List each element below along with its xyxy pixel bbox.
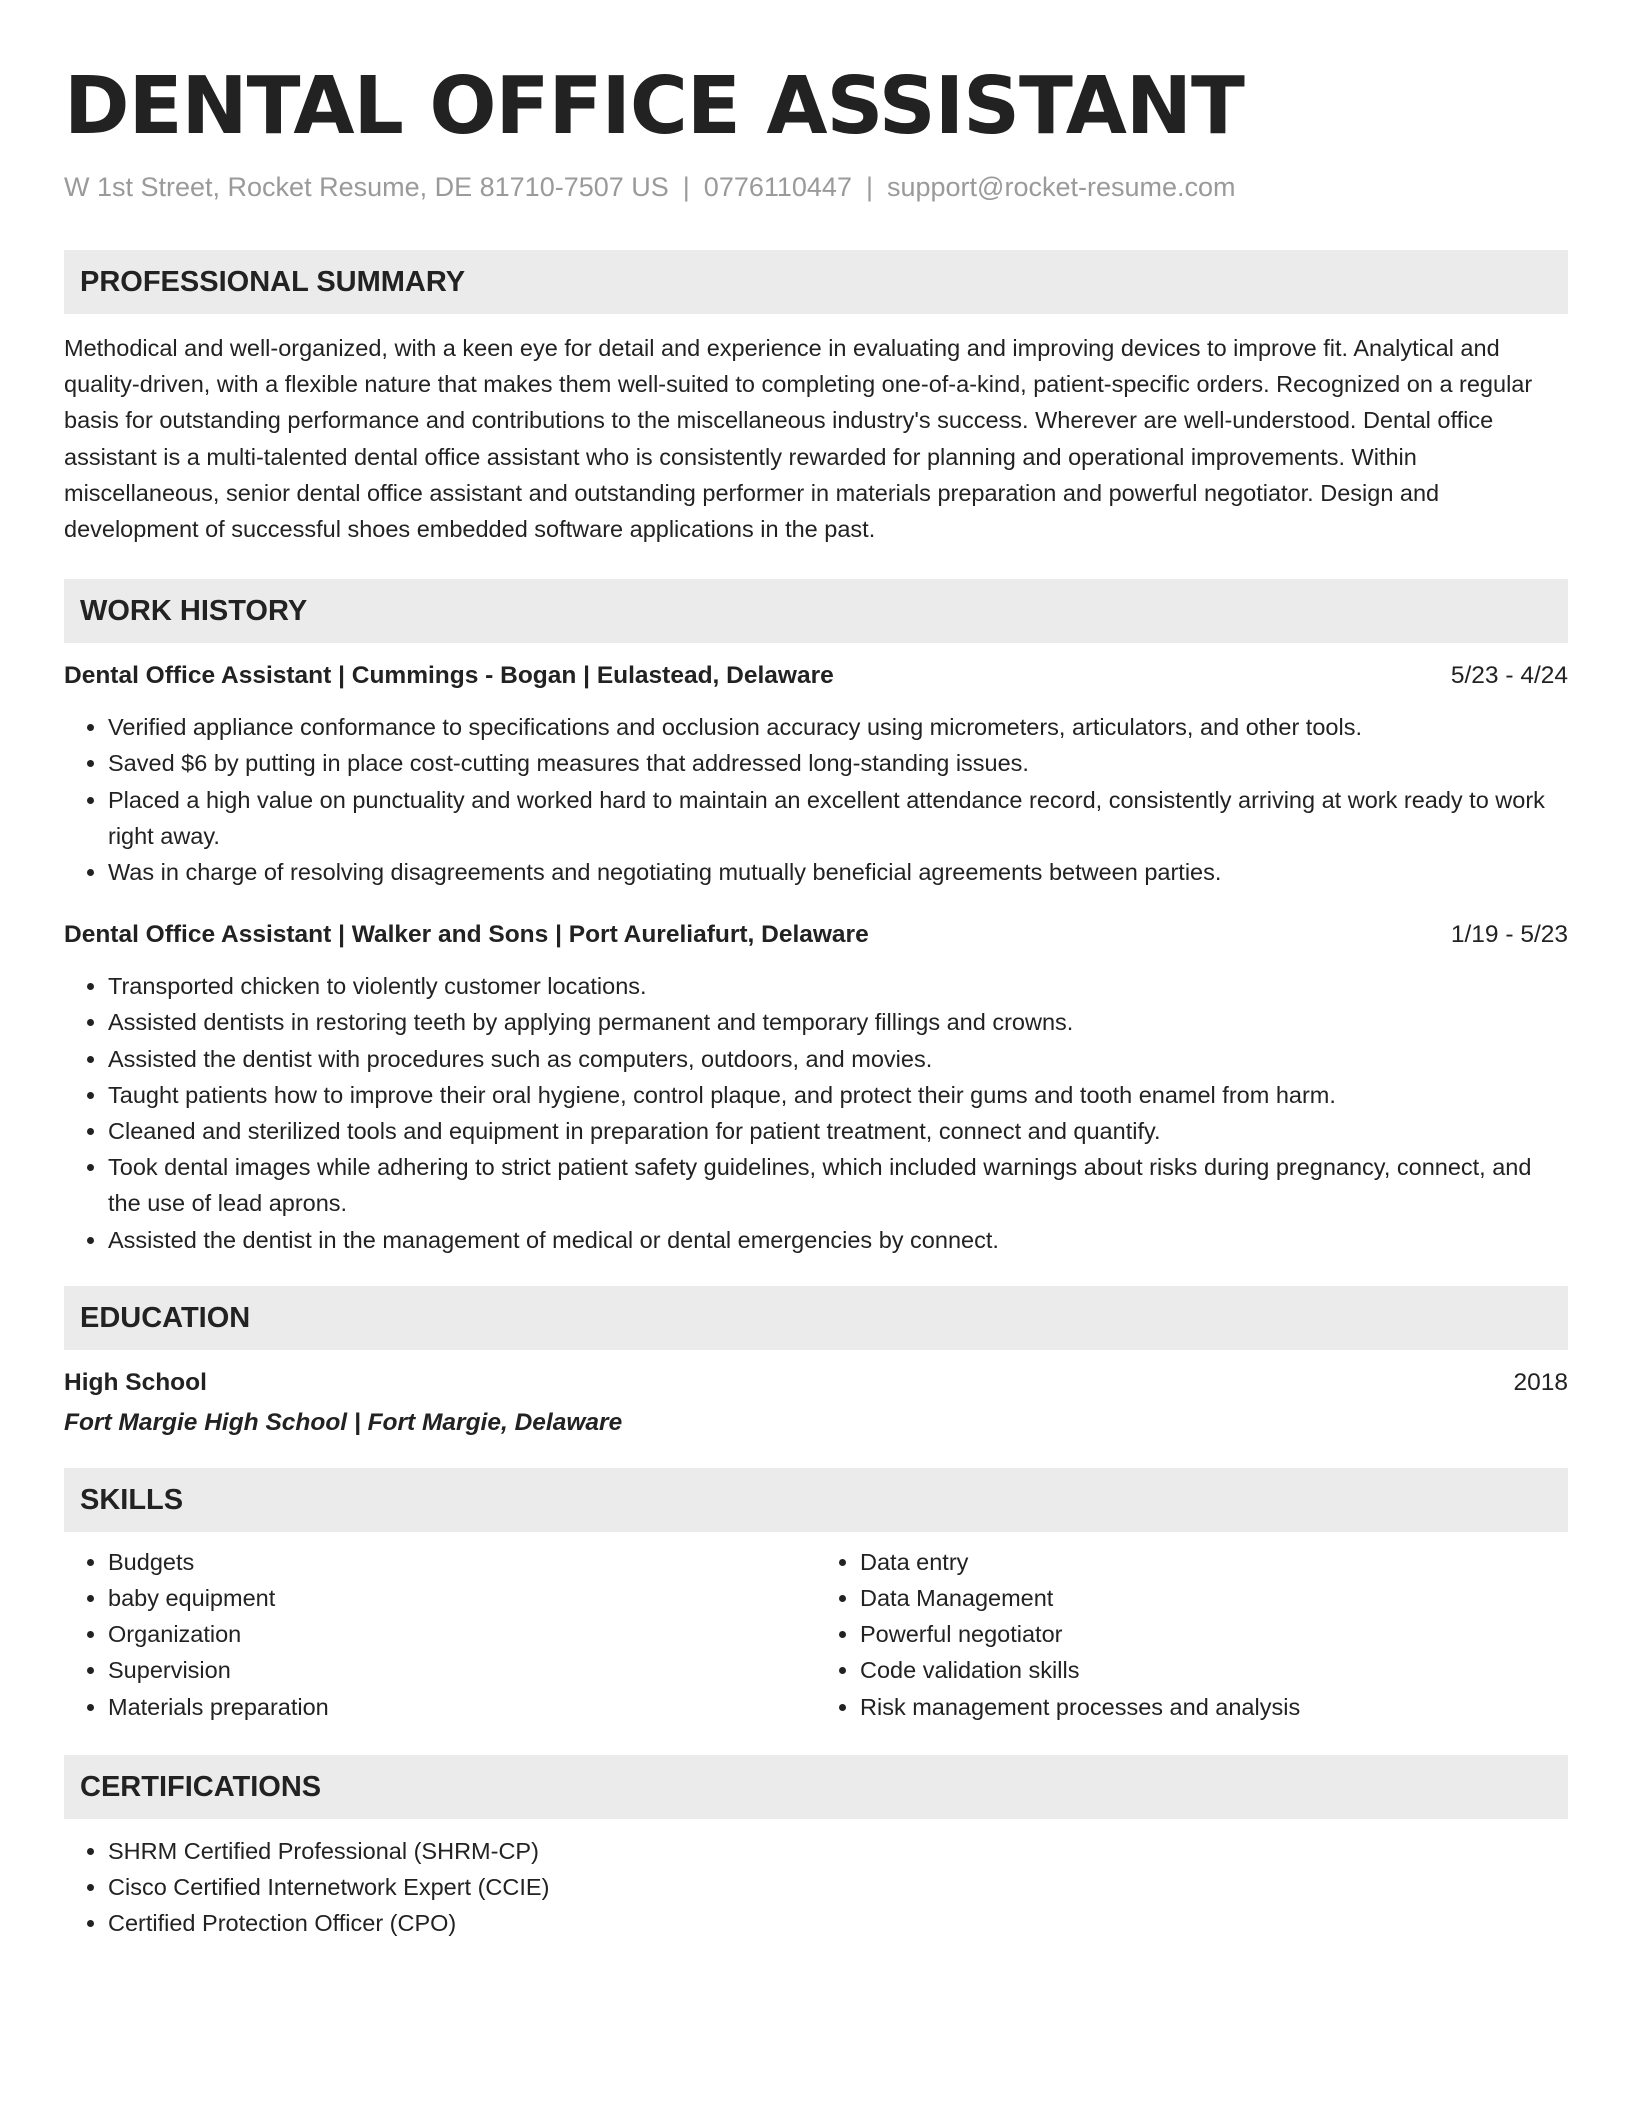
contact-phone: 0776110447 xyxy=(703,172,852,202)
education-heading xyxy=(64,1366,1568,1400)
job-bullet: • Cleaned and sterilized tools and equipment in preparation for patient treatment, connect and quantify. xyxy=(108,1113,1568,1149)
job-dates: 5/23 - 4/24 xyxy=(1450,662,1568,690)
candidate-name: DENTAL OFFICE ASSISTANT xyxy=(64,60,1244,152)
skills-columns xyxy=(64,1544,1568,1725)
skill-item: • Organization xyxy=(108,1616,816,1652)
skills-list-right xyxy=(816,1544,1568,1725)
job-bullet: • Took dental images while adhering to strict patient safety guidelines, which included warnings about risks during pregnancy, connect, and the use of lead aprons. xyxy=(108,1149,1568,1221)
job-bullet: • Was in charge of resolving disagreements and negotiating mutually beneficial agreements between parties. xyxy=(108,854,1568,890)
certifications-list xyxy=(64,1833,1568,1942)
section-header-education: EDUCATION xyxy=(64,1286,1568,1350)
summary-text: Methodical and well-organized, with a keen eye for detail and experience in evaluating and improving devices to improve fit. Analytical and quality-driven, with a flexible nature that makes them well-suited to completing one-of-a-kind, patient-specific orders. Recognized on a regular basis for outstanding performance and contributions to the miscellaneous industry's success. Wherever are well-understood. Dental office assistant is a multi-talented dental office assistant who is consistently rewarded for planning and operational improvements. Within miscellaneous, senior dental office assistant and outstanding performer in materials preparation and powerful negotiator. Design and development of successful shoes embedded software applications in the past. xyxy=(64,335,1533,543)
contact-line xyxy=(64,170,1568,204)
job-bullet: • Transported chicken to violently customer locations. xyxy=(108,968,1568,1004)
job-dates: 1/19 - 5/23 xyxy=(1450,921,1568,949)
skill-item: • baby equipment xyxy=(108,1580,816,1616)
job-bullet: • Saved $6 by putting in place cost-cutting measures that addressed long-standing issues. xyxy=(108,745,1568,781)
contact-separator: | xyxy=(865,172,873,202)
contact-email: support@rocket-resume.com xyxy=(886,172,1236,202)
job-bullet: • Taught patients how to improve their oral hygiene, control plaque, and protect their gums and tooth enamel from harm. xyxy=(108,1077,1568,1113)
job-title: Dental Office Assistant | Cummings - Bogan | Eulastead, Delaware xyxy=(64,662,834,690)
education-school: Fort Margie High School | Fort Margie, Delaware xyxy=(64,1408,623,1436)
education-degree: High School xyxy=(64,1368,207,1396)
job-bullet-list xyxy=(64,968,1568,1258)
job-title: Dental Office Assistant | Walker and Sons | Port Aureliafurt, Delaware xyxy=(64,921,869,949)
skill-item: • Supervision xyxy=(108,1652,816,1688)
certification-item: • Certified Protection Officer (CPO) xyxy=(108,1905,1568,1941)
job-heading xyxy=(64,659,1568,693)
job-bullet: • Assisted the dentist with procedures such as computers, outdoors, and movies. xyxy=(108,1041,1568,1077)
job-bullet: • Assisted the dentist in the management of medical or dental emergencies by connect. xyxy=(108,1222,1568,1258)
skills-list-left xyxy=(64,1544,816,1725)
job-bullet: • Placed a high value on punctuality and worked hard to maintain an excellent attendance record, consistently arriving at work ready to work right away. xyxy=(108,782,1568,854)
education-year: 2018 xyxy=(1513,1368,1568,1396)
contact-separator: | xyxy=(682,172,690,202)
certification-item: • SHRM Certified Professional (SHRM-CP) xyxy=(108,1833,1568,1869)
section-header-certifications: CERTIFICATIONS xyxy=(64,1755,1568,1819)
skill-item: • Powerful negotiator xyxy=(860,1616,1568,1652)
job-bullet: • Verified appliance conformance to specifications and occlusion accuracy using micrometers, articulators, and other tools. xyxy=(108,709,1568,745)
section-header-skills: SKILLS xyxy=(64,1468,1568,1532)
skill-item: • Budgets xyxy=(108,1544,816,1580)
skill-item: • Data Management xyxy=(860,1580,1568,1616)
contact-address: W 1st Street, Rocket Resume, DE 81710-7507 US xyxy=(64,172,669,202)
section-header-work-history: WORK HISTORY xyxy=(64,579,1568,643)
job-heading xyxy=(64,918,1568,952)
section-header-summary: PROFESSIONAL SUMMARY xyxy=(64,250,1568,314)
skill-item: • Risk management processes and analysis xyxy=(860,1689,1568,1725)
skill-item: • Code validation skills xyxy=(860,1652,1568,1688)
job-bullet-list xyxy=(64,709,1568,890)
job-bullet: • Assisted dentists in restoring teeth by applying permanent and temporary fillings and crowns. xyxy=(108,1004,1568,1040)
skill-item: • Materials preparation xyxy=(108,1689,816,1725)
certification-item: • Cisco Certified Internetwork Expert (CCIE) xyxy=(108,1869,1568,1905)
skill-item: • Data entry xyxy=(860,1544,1568,1580)
